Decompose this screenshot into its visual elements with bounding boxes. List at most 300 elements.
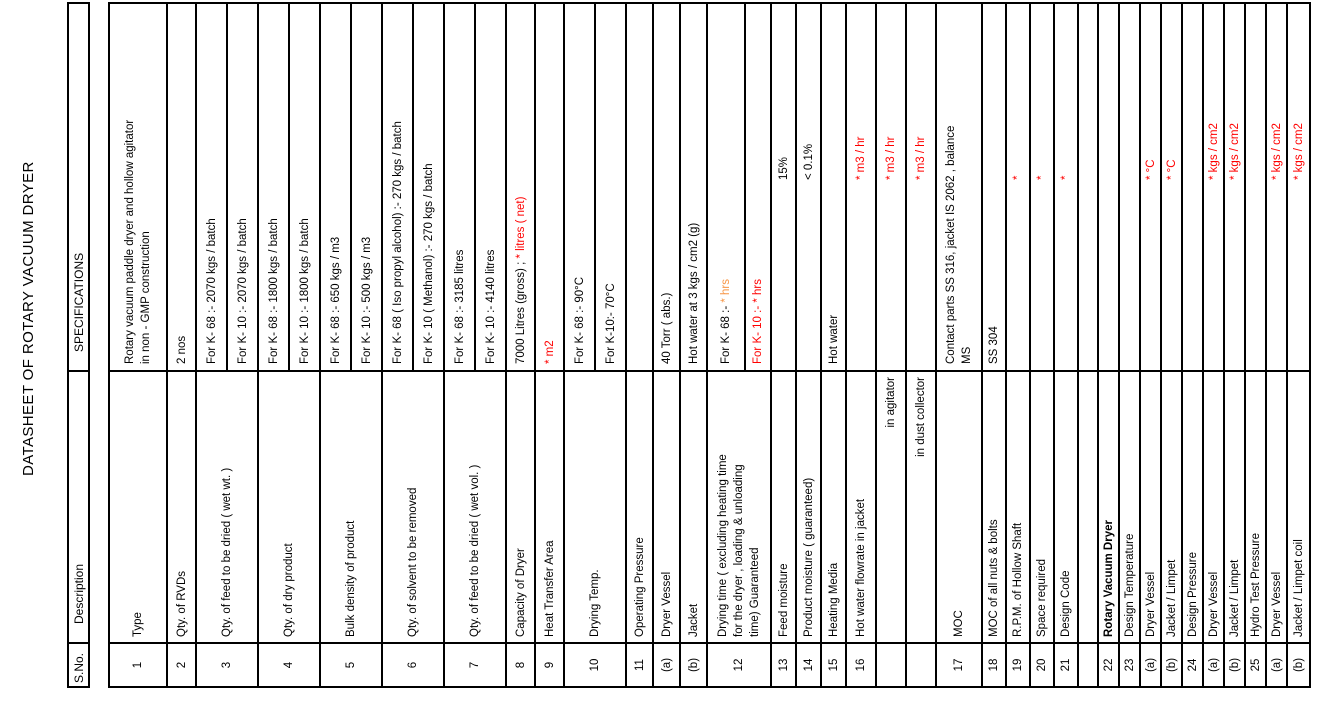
sno-cell: 23 — [1120, 642, 1139, 686]
cell-text — [1010, 176, 1026, 180]
text-run: Bulk density of product — [345, 520, 357, 637]
cell-text — [1034, 559, 1050, 637]
cell-text — [776, 563, 792, 637]
cell-text — [1248, 533, 1264, 637]
highlighted-value: * — [1060, 175, 1072, 180]
sno-cell: 18 — [983, 642, 1005, 686]
sno-cell: 25 — [1246, 642, 1265, 686]
table-row — [445, 4, 507, 686]
spec-subcell — [168, 4, 195, 370]
spec-cell — [654, 4, 679, 370]
spec-cell — [1007, 4, 1029, 370]
cell-text — [1291, 123, 1307, 180]
sno-cell — [877, 642, 905, 686]
table-row — [1007, 4, 1031, 686]
text-run: Dryer Vessel — [1144, 571, 1157, 637]
highlighted-value: * hrs — [720, 278, 732, 303]
description-cell — [1079, 370, 1097, 642]
sno-cell — [1079, 642, 1097, 686]
text-run: Space required — [1036, 559, 1048, 637]
highlighted-value: * m3 / hr — [855, 136, 867, 180]
spec-subcell — [847, 4, 875, 370]
cell-text — [986, 519, 1002, 637]
table-row — [983, 4, 1007, 686]
highlighted-value: * litres ( net) — [514, 196, 527, 259]
description-cell — [321, 370, 381, 642]
cell-text — [1122, 534, 1138, 637]
sno-cell: 9 — [536, 642, 563, 686]
spec-cell — [822, 4, 845, 370]
cell-text — [281, 543, 297, 637]
cell-text — [1206, 572, 1222, 637]
table-row — [1141, 4, 1162, 686]
spec-cell — [1162, 4, 1181, 370]
description-cell — [1267, 370, 1286, 642]
table-row — [1031, 4, 1055, 686]
table-row — [1204, 4, 1225, 686]
table-row — [1079, 4, 1099, 686]
description-cell — [708, 370, 770, 642]
spec-cell — [847, 4, 875, 370]
text-run: < 0.1% — [802, 143, 815, 180]
cell-text — [1206, 123, 1222, 180]
spec-subcell — [1141, 4, 1160, 370]
sno-cell: 10 — [565, 642, 625, 686]
spec-cell — [536, 4, 563, 370]
spec-cell — [772, 4, 795, 370]
spec-subcell — [383, 4, 414, 370]
cell-text — [1010, 523, 1026, 637]
sno-cell: (b) — [1225, 642, 1244, 686]
cell-text — [467, 465, 483, 637]
spec-subcell — [1225, 4, 1244, 370]
text-run: Design Code — [1060, 570, 1072, 637]
table-row — [1120, 4, 1141, 686]
description-cell — [168, 370, 195, 642]
cell-text — [1291, 539, 1307, 637]
spec-subcell — [797, 4, 820, 370]
text-run: R.P.M. of Hollow Shaft — [1012, 522, 1024, 637]
description-cell — [654, 370, 679, 642]
cell-text — [359, 237, 375, 364]
text-run: Jacket / Limpet coil — [1292, 539, 1305, 637]
table-row — [565, 4, 627, 686]
spec-subcell — [1079, 4, 1097, 370]
description-cell — [877, 370, 905, 642]
text-run: Rotary Vacuum Dryer — [1102, 520, 1115, 637]
cell-text — [853, 499, 869, 637]
text-run: MOC of all nuts & bolts — [988, 519, 1000, 637]
table-row — [110, 4, 168, 686]
spec-subcell — [445, 4, 476, 370]
cell-text — [801, 478, 817, 637]
description-cell — [847, 370, 875, 642]
sno-cell: 5 — [321, 642, 381, 686]
sno-cell: 7 — [445, 642, 505, 686]
spec-cell — [681, 4, 706, 370]
spec-cell — [708, 4, 770, 370]
text-run: MS — [961, 346, 973, 364]
text-run: Design Temperature — [1123, 533, 1136, 637]
description-cell — [937, 370, 981, 642]
spec-cell — [259, 4, 319, 370]
sno-cell: 6 — [383, 642, 443, 686]
spec-subcell — [110, 4, 166, 370]
table-row — [681, 4, 708, 686]
cell-text — [1143, 572, 1159, 637]
highlighted-value: For K- 10 :- * hrs — [752, 279, 764, 364]
sno-cell: (a) — [1267, 642, 1286, 686]
cell-text — [718, 279, 734, 364]
cell-text — [122, 120, 154, 364]
spec-subcell — [907, 4, 935, 370]
spec-subcell — [1267, 4, 1286, 370]
spec-cell — [168, 4, 195, 370]
text-run: Heating Media — [827, 562, 840, 637]
cell-text — [913, 137, 929, 180]
table-row — [383, 4, 445, 686]
spec-cell — [1204, 4, 1223, 370]
cell-text — [130, 612, 146, 637]
sno-cell: 15 — [822, 642, 845, 686]
text-run: Qty. of solvent to be removed — [407, 487, 419, 637]
text-run: Hot water at 3 kgs / cm2 (g) — [687, 222, 700, 364]
spec-cell — [1183, 4, 1202, 370]
sno-cell: 11 — [627, 642, 652, 686]
spec-subcell — [772, 4, 795, 370]
sno-cell: 24 — [1183, 642, 1202, 686]
description-cell — [536, 370, 563, 642]
description-cell — [983, 370, 1005, 642]
spec-subcell — [1055, 4, 1077, 370]
text-run: For K- 10 :- 4140 litres — [484, 249, 497, 364]
sno-cell — [907, 642, 935, 686]
cell-text — [174, 571, 190, 637]
spec-cell — [445, 4, 505, 370]
table-row — [654, 4, 681, 686]
highlighted-value: * kgs / cm2 — [1207, 123, 1220, 180]
spec-cell — [797, 4, 820, 370]
sno-cell: 4 — [259, 642, 319, 686]
sno-cell: 13 — [772, 642, 795, 686]
description-cell — [110, 370, 166, 642]
table-header-row — [67, 2, 90, 688]
spec-subcell — [627, 4, 652, 370]
text-run: Dryer Vessel — [1207, 571, 1220, 637]
table-row — [321, 4, 383, 686]
spec-subcell — [1120, 4, 1139, 370]
cell-text — [513, 197, 529, 364]
cell-text — [1227, 123, 1243, 180]
spec-cell — [1267, 4, 1286, 370]
cell-text — [1227, 560, 1243, 637]
text-run: Dryer Vessel — [1270, 571, 1283, 637]
spec-cell — [1079, 4, 1097, 370]
text-run: Hydro Test Pressure — [1249, 533, 1262, 637]
spec-cell — [197, 4, 257, 370]
cell-text — [659, 572, 675, 637]
sno-cell: 14 — [797, 642, 820, 686]
description-cell — [1007, 370, 1029, 642]
text-run: Heat Transfer Area — [543, 540, 556, 637]
cell-text — [1058, 176, 1074, 180]
text-run: 15% — [777, 156, 790, 180]
spec-subcell — [746, 4, 770, 370]
text-run: Rotary vacuum paddle dryer and hollow agitator — [124, 119, 136, 364]
spec-cell — [1120, 4, 1139, 370]
table-row — [1183, 4, 1204, 686]
spec-cell — [321, 4, 381, 370]
cell-text — [659, 293, 675, 364]
description-cell — [1162, 370, 1181, 642]
spec-subcell — [1162, 4, 1181, 370]
text-run: Qty. of RVDs — [175, 570, 188, 637]
cell-text — [603, 283, 619, 364]
table-row — [877, 4, 907, 686]
page-title: DATASHEET OF ROTARY VACUUM DRYER — [20, 161, 37, 476]
text-run: for the dryer , loading & unloading — [733, 464, 745, 637]
spec-subcell — [937, 4, 981, 370]
cell-text — [853, 137, 869, 180]
highlighted-value: * kgs / cm2 — [1292, 123, 1305, 180]
sno-cell: (b) — [681, 642, 706, 686]
spec-cell — [1288, 4, 1309, 370]
text-run: For K- 68 :- 90°C — [573, 276, 586, 364]
spec-cell — [627, 4, 652, 370]
sno-cell: (b) — [1162, 642, 1181, 686]
table-row — [1099, 4, 1120, 686]
description-cell — [507, 370, 534, 642]
text-run: in dust collector — [915, 377, 927, 457]
text-run: For K- 68 :- 1800 kgs / batch — [267, 218, 280, 364]
spec-subcell — [414, 4, 443, 370]
sno-cell: 19 — [1007, 642, 1029, 686]
header-specifications: SPECIFICATIONS — [71, 252, 86, 352]
spec-subcell — [352, 4, 381, 370]
header-sno: S.No. — [69, 642, 88, 686]
sno-cell: 8 — [507, 642, 534, 686]
spec-subcell — [1183, 4, 1202, 370]
text-run: MOC — [953, 610, 965, 637]
table-row — [847, 4, 877, 686]
highlighted-value: * m3 / hr — [915, 136, 927, 180]
text-run: in agitator — [885, 377, 897, 428]
description-cell — [1141, 370, 1160, 642]
highlighted-value: * °C — [1165, 159, 1178, 180]
spec-cell — [1246, 4, 1265, 370]
cell-text — [587, 569, 603, 637]
description-cell — [1288, 370, 1309, 642]
cell-text — [452, 250, 468, 364]
text-run: 40 Torr ( abs.) — [660, 292, 673, 364]
cell-text — [219, 468, 235, 637]
cell-text — [715, 454, 763, 637]
text-run: Jacket / Limpet — [1165, 559, 1178, 637]
body-table — [108, 2, 1311, 688]
text-run: Jacket — [687, 603, 700, 637]
description-cell — [1120, 370, 1139, 642]
cell-text — [883, 377, 899, 428]
sno-cell: 1 — [110, 642, 166, 686]
text-run: For K- 68 ( Iso propyl alcohol) :- 270 kgs / batch — [391, 121, 404, 364]
text-run: Jacket / Limpet — [1228, 559, 1241, 637]
cell-text — [297, 218, 313, 364]
description-cell — [1099, 370, 1118, 642]
cell-text — [883, 137, 899, 180]
table-row — [507, 4, 536, 686]
text-run: Qty. of feed to be dried ( wet wt. ) — [221, 467, 233, 637]
spec-cell — [1099, 4, 1118, 370]
text-run: time) Guaranteed — [749, 547, 761, 637]
spec-subcell — [1204, 4, 1223, 370]
highlighted-value: * kgs / cm2 — [1270, 123, 1283, 180]
cell-text — [204, 218, 220, 364]
spec-cell — [507, 4, 534, 370]
highlighted-value: * m3 / hr — [885, 136, 897, 180]
table-row — [797, 4, 822, 686]
cell-text — [1269, 123, 1285, 180]
cell-text — [686, 604, 702, 637]
spec-subcell — [1031, 4, 1053, 370]
spec-subcell — [596, 4, 625, 370]
table-row — [907, 4, 937, 686]
spec-subcell — [565, 4, 596, 370]
spec-subcell — [290, 4, 319, 370]
cell-text — [235, 218, 251, 364]
cell-text — [542, 340, 558, 364]
text-run: Qty. of dry product — [283, 543, 295, 637]
text-run: Type — [132, 612, 144, 637]
spec-subcell — [228, 4, 257, 370]
description-cell — [1055, 370, 1077, 642]
cell-text — [826, 563, 842, 637]
cell-text — [405, 488, 421, 637]
text-run: Drying time ( excluding heating time — [717, 454, 729, 637]
spec-subcell — [536, 4, 563, 370]
table-row — [1225, 4, 1246, 686]
table-row — [1267, 4, 1288, 686]
text-run: For K- 10 :- 500 kgs / m3 — [360, 236, 373, 364]
cell-text — [1143, 159, 1159, 180]
sno-cell: 3 — [197, 642, 257, 686]
description-cell — [1246, 370, 1265, 642]
text-run: For K- 68 :- — [720, 302, 732, 364]
cell-text — [390, 121, 406, 364]
sno-cell: 16 — [847, 642, 875, 686]
description-cell — [822, 370, 845, 642]
cell-text — [986, 326, 1002, 364]
cell-text — [1164, 560, 1180, 637]
table-row — [1246, 4, 1267, 686]
cell-text — [513, 548, 529, 637]
description-cell — [259, 370, 319, 642]
sno-cell: 20 — [1031, 642, 1053, 686]
text-run: in non - GMP construction — [140, 231, 152, 364]
spec-subcell — [708, 4, 746, 370]
cell-text — [1164, 159, 1180, 180]
cell-text — [1101, 520, 1117, 637]
sno-cell: (a) — [654, 642, 679, 686]
spec-subcell — [1099, 4, 1118, 370]
text-run: Dryer Vessel — [660, 571, 673, 637]
text-run: Qty. of feed to be dried ( wet vol. ) — [469, 464, 481, 637]
description-cell — [1031, 370, 1053, 642]
text-run: Design Pressure — [1186, 551, 1199, 637]
description-cell — [383, 370, 443, 642]
description-cell — [565, 370, 625, 642]
sno-cell: (a) — [1141, 642, 1160, 686]
header-description: Description — [69, 370, 88, 642]
text-run: Drying Temp. — [589, 569, 601, 637]
table-row — [937, 4, 983, 686]
description-cell — [797, 370, 820, 642]
text-run: Hot water flowrate in jacket — [855, 498, 867, 637]
cell-text — [328, 237, 344, 364]
highlighted-value: * — [1012, 175, 1024, 180]
description-cell — [1225, 370, 1244, 642]
spec-cell — [983, 4, 1005, 370]
spec-subcell — [197, 4, 228, 370]
spec-subcell — [681, 4, 706, 370]
table-row — [1288, 4, 1309, 686]
table-row — [708, 4, 772, 686]
text-run: Feed moisture — [777, 563, 790, 637]
description-cell — [1183, 370, 1202, 642]
text-run: For K- 68 :- 2070 kgs / batch — [205, 218, 218, 364]
text-run: Product moisture ( guaranteed) — [802, 477, 815, 637]
cell-text — [483, 250, 499, 364]
highlighted-value: * kgs / cm2 — [1228, 123, 1241, 180]
text-run: Operating Pressure — [633, 537, 646, 637]
text-run: For K- 10 :- 1800 kgs / batch — [298, 218, 311, 364]
description-cell — [627, 370, 652, 642]
spec-cell — [383, 4, 443, 370]
table-row — [259, 4, 321, 686]
spec-subcell — [877, 4, 905, 370]
description-cell — [907, 370, 935, 642]
text-run: For K- 10 ( Methanol) :- 270 kgs / batch — [422, 163, 435, 364]
cell-text — [632, 537, 648, 637]
text-run: For K- 68 :- 650 kgs / m3 — [329, 236, 342, 364]
spec-subcell — [654, 4, 679, 370]
text-run: For K- 68 :- 3185 litres — [453, 249, 466, 364]
cell-text — [801, 144, 817, 180]
cell-text — [174, 336, 190, 364]
sno-cell: (a) — [1204, 642, 1223, 686]
text-run: Hot water — [827, 314, 840, 364]
spec-subcell — [259, 4, 290, 370]
cell-text — [421, 163, 437, 364]
text-run: 2 nos — [175, 335, 188, 364]
description-cell — [772, 370, 795, 642]
spec-cell — [937, 4, 981, 370]
spec-subcell — [1288, 4, 1309, 370]
cell-text — [913, 377, 929, 457]
spec-cell — [1225, 4, 1244, 370]
spec-cell — [1031, 4, 1053, 370]
spec-subcell — [822, 4, 845, 370]
cell-text — [266, 218, 282, 364]
sno-cell: 12 — [708, 642, 770, 686]
highlighted-value: * m2 — [543, 340, 556, 364]
table-row — [822, 4, 847, 686]
sno-cell: 21 — [1055, 642, 1077, 686]
cell-text — [951, 610, 967, 637]
cell-text — [686, 223, 702, 364]
table-row — [536, 4, 565, 686]
table-row — [1055, 4, 1079, 686]
table-row — [772, 4, 797, 686]
